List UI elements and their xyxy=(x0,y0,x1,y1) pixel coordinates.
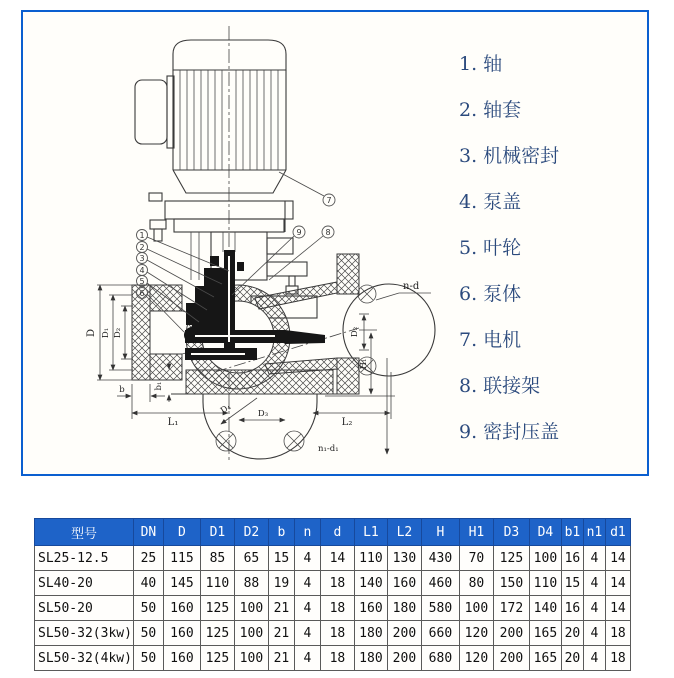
dim-label-H1: H₁ xyxy=(359,358,369,370)
parts-list-item: 3. 机械密封 xyxy=(459,145,560,167)
value-cell: 660 xyxy=(421,621,459,646)
table-row xyxy=(35,646,631,671)
value-cell: 80 xyxy=(459,571,493,596)
value-cell: 4 xyxy=(583,621,605,646)
value-cell: 100 xyxy=(234,646,268,671)
parts-list-item: 5. 叶轮 xyxy=(459,237,522,259)
value-cell: 4 xyxy=(583,646,605,671)
value-cell: 70 xyxy=(459,546,493,571)
model-cell: SL50-20 xyxy=(35,596,134,621)
value-cell: 50 xyxy=(133,596,163,621)
model-cell: SL25-12.5 xyxy=(35,546,134,571)
value-cell: 680 xyxy=(421,646,459,671)
callout-5: 5 xyxy=(139,277,145,286)
diagram-panel xyxy=(21,10,649,476)
value-cell: 110 xyxy=(200,571,234,596)
value-cell: 140 xyxy=(529,596,561,621)
value-cell: 165 xyxy=(529,621,561,646)
value-cell: 4 xyxy=(583,596,605,621)
value-cell: 180 xyxy=(354,621,387,646)
dim-label-D2: D₂ xyxy=(113,327,123,339)
dim-label-b: b xyxy=(119,385,125,395)
value-cell: 100 xyxy=(529,546,561,571)
parts-list-item: 4. 泵盖 xyxy=(459,191,522,213)
dim-label-D3: D₃ xyxy=(257,409,269,419)
callout-9: 9 xyxy=(296,228,302,237)
spec-col-header: H1 xyxy=(459,519,493,546)
value-cell: 165 xyxy=(529,646,561,671)
value-cell: 160 xyxy=(387,571,421,596)
spec-col-header: D1 xyxy=(200,519,234,546)
value-cell: 4 xyxy=(294,596,320,621)
value-cell: 4 xyxy=(294,546,320,571)
parts-list xyxy=(459,52,559,444)
parts-list-item: 2. 轴套 xyxy=(459,99,522,121)
motor-outline xyxy=(135,40,286,193)
pump-diagram xyxy=(23,12,463,474)
dim-label-b1: b₁ xyxy=(154,381,164,391)
value-cell: 19 xyxy=(268,571,294,596)
value-cell: 140 xyxy=(354,571,387,596)
value-cell: 125 xyxy=(493,546,529,571)
value-cell: 65 xyxy=(234,546,268,571)
value-cell: 20 xyxy=(561,646,583,671)
value-cell: 430 xyxy=(421,546,459,571)
value-cell: 145 xyxy=(163,571,200,596)
value-cell: 160 xyxy=(163,621,200,646)
model-cell: SL40-20 xyxy=(35,571,134,596)
value-cell: 18 xyxy=(320,596,354,621)
value-cell: 172 xyxy=(493,596,529,621)
spec-col-header: D4 xyxy=(529,519,561,546)
spec-col-header: DN xyxy=(133,519,163,546)
value-cell: 125 xyxy=(200,621,234,646)
table-row xyxy=(35,621,631,646)
value-cell: 18 xyxy=(320,621,354,646)
value-cell: 180 xyxy=(387,596,421,621)
value-cell: 4 xyxy=(294,646,320,671)
spec-col-header: D2 xyxy=(234,519,268,546)
value-cell: 4 xyxy=(583,571,605,596)
dim-label-nd: n-d xyxy=(403,281,420,292)
value-cell: 110 xyxy=(529,571,561,596)
value-cell: 580 xyxy=(421,596,459,621)
value-cell: 15 xyxy=(268,546,294,571)
table-row xyxy=(35,571,631,596)
spec-col-header: d xyxy=(320,519,354,546)
value-cell: 200 xyxy=(493,621,529,646)
value-cell: 14 xyxy=(605,596,630,621)
value-cell: 160 xyxy=(163,646,200,671)
value-cell: 160 xyxy=(354,596,387,621)
value-cell: 100 xyxy=(234,621,268,646)
value-cell: 200 xyxy=(387,621,421,646)
callout-6: 6 xyxy=(139,289,145,298)
value-cell: 21 xyxy=(268,596,294,621)
value-cell: 16 xyxy=(561,546,583,571)
value-cell: 4 xyxy=(294,571,320,596)
spec-col-header: 型号 xyxy=(35,519,134,546)
spec-table-header-row xyxy=(35,519,631,546)
callout-8: 8 xyxy=(325,228,331,237)
value-cell: 21 xyxy=(268,621,294,646)
value-cell: 115 xyxy=(163,546,200,571)
value-cell: 460 xyxy=(421,571,459,596)
value-cell: 25 xyxy=(133,546,163,571)
value-cell: 20 xyxy=(561,621,583,646)
spec-col-header: n xyxy=(294,519,320,546)
dim-label-n1d1: n₁-d₁ xyxy=(318,444,339,454)
spec-col-header: D xyxy=(163,519,200,546)
value-cell: 4 xyxy=(294,621,320,646)
value-cell: 40 xyxy=(133,571,163,596)
parts-list-item: 6. 泵体 xyxy=(459,283,522,305)
callout-2: 2 xyxy=(139,243,145,252)
value-cell: 180 xyxy=(354,646,387,671)
spec-table-body xyxy=(35,546,631,671)
value-cell: 120 xyxy=(459,646,493,671)
callout-3: 3 xyxy=(139,254,145,263)
parts-list-item: 1. 轴 xyxy=(459,53,503,75)
value-cell: 130 xyxy=(387,546,421,571)
value-cell: 18 xyxy=(605,621,630,646)
value-cell: 200 xyxy=(387,646,421,671)
value-cell: 160 xyxy=(163,596,200,621)
spec-col-header: L1 xyxy=(354,519,387,546)
spec-col-header: b xyxy=(268,519,294,546)
value-cell: 50 xyxy=(133,621,163,646)
parts-list-item: 9. 密封压盖 xyxy=(459,421,560,443)
table-row xyxy=(35,546,631,571)
callout-7: 7 xyxy=(326,196,332,205)
callout-markers xyxy=(137,194,336,299)
callout-1: 1 xyxy=(139,231,145,240)
value-cell: 16 xyxy=(561,596,583,621)
value-cell: 85 xyxy=(200,546,234,571)
dim-label-D4: D₄ xyxy=(218,402,233,417)
dim-label-D1: D₁ xyxy=(101,327,111,339)
value-cell: 4 xyxy=(583,546,605,571)
value-cell: 200 xyxy=(493,646,529,671)
model-cell: SL50-32(4kw) xyxy=(35,646,134,671)
value-cell: 18 xyxy=(605,646,630,671)
spec-col-header: D3 xyxy=(493,519,529,546)
spec-col-header: d1 xyxy=(605,519,630,546)
callout-4: 4 xyxy=(139,266,145,275)
table-row xyxy=(35,596,631,621)
spec-col-header: L2 xyxy=(387,519,421,546)
value-cell: 120 xyxy=(459,621,493,646)
dim-label-L2: L₂ xyxy=(341,417,353,428)
value-cell: 125 xyxy=(200,646,234,671)
value-cell: 18 xyxy=(320,571,354,596)
value-cell: 100 xyxy=(459,596,493,621)
value-cell: 18 xyxy=(320,646,354,671)
spec-col-header: b1 xyxy=(561,519,583,546)
dim-label-D2r: D₂ xyxy=(350,326,360,338)
value-cell: 15 xyxy=(561,571,583,596)
value-cell: 14 xyxy=(605,546,630,571)
parts-list-item: 7. 电机 xyxy=(459,329,522,351)
dim-label-D: D xyxy=(86,328,97,338)
value-cell: 150 xyxy=(493,571,529,596)
value-cell: 21 xyxy=(268,646,294,671)
model-cell: SL50-32(3kw) xyxy=(35,621,134,646)
value-cell: 125 xyxy=(200,596,234,621)
value-cell: 88 xyxy=(234,571,268,596)
spec-table xyxy=(34,518,631,671)
value-cell: 50 xyxy=(133,646,163,671)
value-cell: 100 xyxy=(234,596,268,621)
spec-col-header: H xyxy=(421,519,459,546)
motor-flange xyxy=(149,193,293,241)
dim-label-L1: L₁ xyxy=(167,417,179,428)
value-cell: 14 xyxy=(605,571,630,596)
junction-box xyxy=(135,76,174,148)
parts-list-item: 8. 联接架 xyxy=(459,375,541,397)
value-cell: 14 xyxy=(320,546,354,571)
value-cell: 110 xyxy=(354,546,387,571)
spec-col-header: n1 xyxy=(583,519,605,546)
